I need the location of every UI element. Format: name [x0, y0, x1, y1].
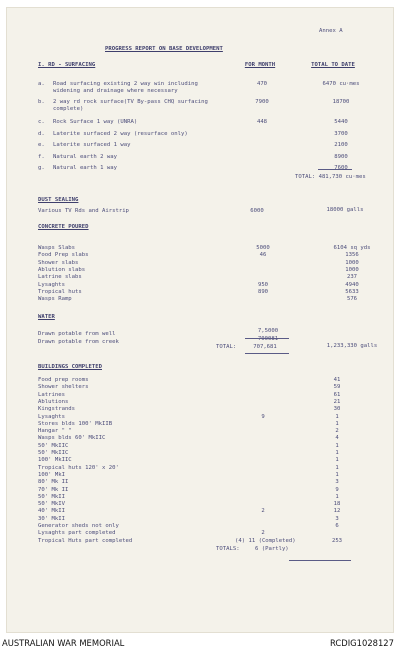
water-total-to-date: 1,233,330 galls — [326, 343, 378, 349]
road-item-id: f. — [38, 154, 45, 160]
building-item-total: 1 — [335, 450, 339, 456]
dust-sealing-heading: DUST SEALING — [38, 197, 79, 203]
building-item-total: 4 — [335, 435, 339, 442]
building-item-total: 3 — [335, 479, 339, 486]
buildings-totals-label: TOTALS: — [216, 546, 240, 552]
concrete-item-label: Tropical huts — [38, 288, 82, 295]
document-page — [7, 8, 393, 632]
building-item-total: 9 — [335, 486, 339, 493]
water-total-label: TOTAL: — [216, 344, 237, 350]
building-item-label: 50' MkIIC — [38, 442, 69, 449]
dust-sealing-label: Various TV Rds and Airstrip — [38, 208, 129, 214]
water-item-month: 700081 — [257, 336, 279, 342]
concrete-item-label: Food Prep slabs — [38, 252, 89, 259]
building-item-total: 1 — [335, 413, 339, 420]
building-item-label: 100' MkI — [38, 471, 65, 478]
building-item-total: 1 — [335, 442, 339, 449]
building-item-label: 100' MkIIC — [38, 457, 72, 464]
concrete-item-label: Wasps Slabs — [38, 245, 76, 251]
building-item-total: 3 — [335, 515, 339, 522]
concrete-item-total: 6104 sq yds — [333, 245, 371, 251]
buildings-heading: BUILDINGS COMPLETED — [38, 364, 102, 370]
road-item-total: 8900 — [334, 154, 348, 160]
building-item-total: 59 — [333, 384, 341, 391]
building-item-label: 50' MkII — [38, 493, 65, 500]
building-item-label: Lysaghts part completed — [38, 530, 116, 537]
buildings-totals-month: 6 (Partly) — [255, 546, 289, 552]
road-item-description-cont: widening and drainage where necessary — [53, 88, 178, 94]
building-item-label: 40' MkII — [38, 508, 65, 515]
building-item-label: Wasps blds 60' MkIIC — [38, 435, 106, 442]
building-item-label: Hangar " " — [38, 428, 72, 435]
building-item-total: 12 — [333, 508, 341, 515]
road-item-id: e. — [38, 142, 45, 148]
building-item-total: 253 — [331, 537, 343, 544]
roads-total-rule — [318, 169, 352, 170]
building-item-total: 41 — [333, 377, 341, 383]
concrete-item-total: 5633 — [345, 288, 359, 295]
road-item-total: 18700 — [332, 99, 350, 105]
document-title: PROGRESS REPORT ON BASE DEVELOPMENT — [105, 46, 223, 52]
road-item-id: a. — [38, 81, 45, 87]
column-header-total-to-date: TOTAL TO DATE — [311, 62, 355, 68]
road-item-total: 3700 — [334, 131, 348, 137]
concrete-item-label: Lysaghts — [38, 281, 65, 288]
building-item-label: Tropical Huts part completed — [38, 537, 133, 544]
building-item-total: 30 — [333, 406, 341, 413]
concrete-item-total: 576 — [346, 296, 358, 303]
building-item-label: Shower shelters — [38, 384, 89, 391]
road-item-description: Rock Surface 1 way (UNRA) — [53, 119, 138, 125]
concrete-item-month: 950 — [257, 281, 269, 288]
road-item-description: Laterite surfaced 1 way — [53, 142, 131, 148]
water-item-label: Drawn potable from creek — [38, 339, 119, 345]
building-item-month: (4) 11 (Completed) — [235, 537, 296, 544]
road-item-description: Road surfacing existing 2 way win including — [53, 81, 198, 87]
building-item-total: 1 — [335, 420, 339, 427]
road-item-total: 2100 — [334, 142, 348, 148]
building-item-label: Ablutions — [38, 398, 69, 405]
concrete-item-total: 237 — [346, 274, 358, 281]
road-item-description: Laterite surfaced 2 way (resurface only) — [53, 131, 188, 137]
road-item-description: 2 way rd rock surface(TV By-pass CHQ surfacing — [53, 99, 208, 105]
building-item-label: Generator sheds not only — [38, 523, 119, 529]
water-total-rule — [245, 353, 289, 354]
concrete-item-label: Wasps Ramp — [38, 296, 72, 303]
building-item-total: 1 — [335, 493, 339, 500]
concrete-item-label: Ablution slabs — [38, 266, 86, 273]
road-item-total: 5440 — [334, 119, 348, 125]
building-item-total: 21 — [333, 398, 341, 405]
road-item-id: g. — [38, 165, 45, 171]
road-item-id: c. — [38, 119, 45, 125]
column-header-for-month: FOR MONTH — [244, 62, 276, 68]
roads-total: TOTAL: 481,730 cu·mes — [295, 174, 366, 180]
concrete-item-label: Shower slabs — [38, 259, 79, 266]
concrete-item-month: 5000 — [256, 245, 270, 251]
building-item-label: 50' MkIV — [38, 501, 65, 508]
building-item-label: 70' Mk II — [38, 486, 69, 493]
footer-record-id: RCDIG1028127 — [330, 638, 394, 648]
section-heading-surfacing: I. RD - SURFACING — [38, 62, 96, 68]
building-item-total: 61 — [333, 391, 341, 398]
concrete-heading: CONCRETE POURED — [38, 224, 89, 230]
building-item-total: 1 — [335, 457, 339, 464]
road-item-month: 7900 — [255, 99, 269, 105]
concrete-item-label: Latrine slabs — [38, 274, 82, 281]
road-item-total: 6470 cu·mes — [322, 81, 360, 87]
building-item-total: 18 — [333, 501, 341, 508]
water-item-month: 7,5000 — [257, 328, 279, 334]
building-item-label: 30' MkII — [38, 515, 65, 522]
concrete-item-month: 46 — [259, 252, 267, 259]
concrete-item-month: 890 — [257, 288, 269, 295]
building-item-total: 1 — [335, 464, 339, 471]
water-subtotal-rule — [245, 338, 289, 339]
road-item-description-cont: complete) — [53, 106, 84, 112]
concrete-item-total: 4940 — [345, 281, 359, 288]
road-item-id: b. — [38, 99, 45, 105]
building-item-label: Lysaghts — [38, 413, 65, 420]
road-item-total: 7600 — [334, 165, 348, 171]
building-item-label: Tropical huts 120' x 20' — [38, 464, 119, 471]
building-item-label: Food prep rooms — [38, 377, 89, 383]
dust-sealing-month: 6000 — [250, 208, 264, 214]
road-item-month: 448 — [256, 119, 268, 125]
dust-sealing-total: 18000 galls — [326, 207, 364, 213]
water-total-month: 707,681 — [253, 344, 277, 350]
building-item-label: Kingstrands — [38, 406, 76, 413]
road-item-description: Natural earth 1 way — [53, 165, 117, 171]
annex-label: Annex A — [319, 28, 343, 34]
buildings-totals-rule — [289, 560, 351, 561]
building-item-total: 2 — [335, 428, 339, 435]
water-item-label: Drawn potable from well — [38, 331, 116, 337]
footer-institution: AUSTRALIAN WAR MEMORIAL — [2, 638, 125, 648]
road-item-month: 470 — [256, 81, 268, 87]
building-item-month: 2 — [261, 530, 265, 537]
building-item-label: 50' MkIIC — [38, 450, 69, 456]
building-item-label: Stores blds 100' MkIIB — [38, 420, 113, 427]
road-item-description: Natural earth 2 way — [53, 154, 117, 160]
building-item-label: 80' Mk II — [38, 479, 69, 486]
building-item-total: 1 — [335, 471, 339, 478]
building-item-total: 6 — [335, 523, 339, 529]
water-heading: WATER — [38, 314, 55, 320]
building-item-month: 2 — [261, 508, 265, 515]
road-item-id: d. — [38, 131, 45, 137]
building-item-label: Latrines — [38, 391, 65, 398]
concrete-item-total: 1000 — [345, 259, 359, 266]
building-item-month: 9 — [261, 413, 265, 420]
concrete-item-total: 1356 — [345, 252, 359, 259]
concrete-item-total: 1000 — [345, 266, 359, 273]
